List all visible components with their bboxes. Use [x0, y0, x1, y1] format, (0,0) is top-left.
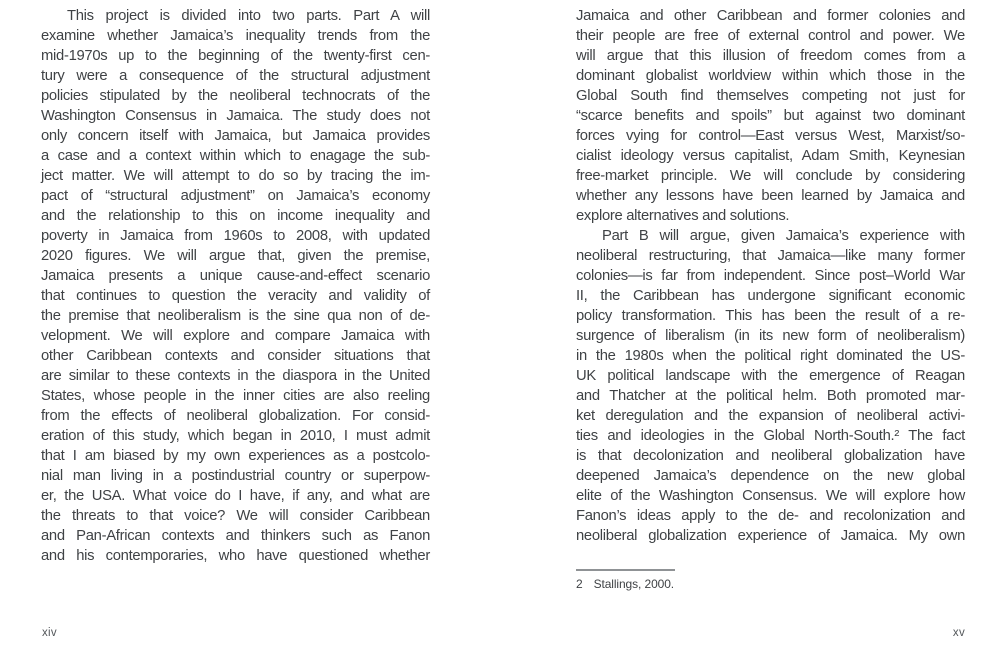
text-line: in the 1980s when the political right dominated the US-	[576, 348, 965, 364]
text-line: whether any lessons have been learned by Jamaica and	[576, 188, 965, 204]
text-line: only concern itself with Jamaica, but Jamaica provides	[41, 128, 430, 144]
footnote-text: Stallings, 2000.	[593, 577, 675, 591]
text-line: er, the USA. What voice do I have, if any, and what are	[41, 488, 430, 504]
text-line: and the relationship to this on income inequality and	[41, 208, 430, 224]
text-line: neoliberal globalization experience of Jamaica. My own	[576, 528, 965, 544]
page-number-left: xiv	[42, 627, 57, 639]
page-number-right: xv	[952, 627, 965, 639]
text-line: Jamaica and other Caribbean and former colonies and	[576, 8, 965, 24]
text-line: will argue that this illusion of freedom comes from a	[576, 48, 965, 64]
text-line: colonies—is far from independent. Since post–World War	[576, 268, 965, 284]
text-line: Part B will argue, given Jamaica’s experience with	[602, 228, 965, 244]
text-line: 2020 figures. We will argue that, given the premise,	[41, 248, 430, 264]
text-line: States, whose people in the inner cities are also reeling	[41, 388, 430, 404]
text-line: forces vying for control—East versus West, Marxist/so-	[576, 128, 965, 144]
text-line: ties and ideologies in the Global North-South.² The fact	[576, 428, 965, 444]
text-line: Global South find themselves competing not just for	[576, 88, 965, 104]
text-line: ket deregulation and the expansion of neoliberal activi-	[576, 408, 965, 424]
text-line: neoliberal restructuring, that Jamaica—like many former	[576, 248, 965, 264]
text-line: Jamaica presents a unique cause-and-effect scenario	[41, 268, 430, 284]
text-line: policies stipulated by the neoliberal technocrats of the	[41, 88, 430, 104]
text-line: cialist ideology versus capitalist, Adam Smith, Keynesian	[576, 148, 965, 164]
text-line: a case and a context within which to enagage the sub-	[41, 148, 430, 164]
text-line: that I am biased by my own experiences as a postcolo-	[41, 448, 430, 464]
text-line: their people are free of external control and power. We	[576, 28, 965, 44]
page-left-text-column	[41, 6, 430, 566]
text-line: elite of the Washington Consensus. We will explore how	[576, 488, 965, 504]
text-line: ject matter. We will attempt to do so by tracing the im-	[41, 168, 430, 184]
text-line: the threats to that voice? We will consider Caribbean	[41, 508, 430, 524]
text-line: free-market principle. We will conclude by considering	[576, 168, 965, 184]
text-line: explore alternatives and solutions.	[576, 208, 790, 224]
text-line: and Thatcher at the political helm. Both promoted mar-	[576, 388, 965, 404]
text-line: and his contemporaries, who have questioned whether	[41, 548, 430, 564]
text-line: mid-1970s up to the beginning of the twenty-first cen-	[41, 48, 430, 64]
text-line: poverty in Jamaica from 1960s to 2008, with updated	[41, 228, 430, 244]
page-right-text-column	[576, 6, 965, 546]
text-line: deepened Jamaica’s dependence on the new global	[576, 468, 965, 484]
text-line: other Caribbean contexts and consider situations that	[41, 348, 430, 364]
text-line: are similar to these contexts in the diaspora in the United	[41, 368, 430, 384]
text-line: II, the Caribbean has undergone significant economic	[576, 288, 965, 304]
text-line: tury were a consequence of the structural adjustment	[41, 68, 430, 84]
text-line: the premise that neoliberalism is the sine qua non of de-	[41, 308, 430, 324]
text-line: and Pan-African contexts and thinkers such as Fanon	[41, 528, 430, 544]
text-line: eration of this study, which began in 2010, I must admit	[41, 428, 430, 444]
text-line: Fanon’s ideas apply to the de- and recolonization and	[576, 508, 965, 524]
text-line: Washington Consensus in Jamaica. The study does not	[41, 108, 430, 124]
text-line: nial man living in a postindustrial country or superpow-	[41, 468, 430, 484]
footnote-number: 2	[576, 577, 583, 591]
text-line: is that decolonization and neoliberal globalization have	[576, 448, 965, 464]
text-line: surgence of liberalism (in its new form of neoliberalism)	[576, 328, 965, 344]
text-line: velopment. We will explore and compare Jamaica with	[41, 328, 430, 344]
text-line: “scarce benefits and spoils” but against two dominant	[576, 108, 965, 124]
footnote-line	[576, 577, 965, 592]
footnote-rule	[576, 569, 675, 571]
text-line: examine whether Jamaica’s inequality trends from the	[41, 28, 430, 44]
text-line: This project is divided into two parts. Part A will	[67, 8, 430, 24]
text-line: dominant globalist worldview within which those in the	[576, 68, 965, 84]
text-line: pact of “structural adjustment” on Jamaica’s economy	[41, 188, 430, 204]
text-line: policy transformation. This has been the result of a re-	[576, 308, 965, 324]
text-line: that continues to question the veracity and validity of	[41, 288, 430, 304]
footnote	[576, 569, 965, 592]
text-line: from the effects of neoliberal globalization. For consid-	[41, 408, 430, 424]
text-line: UK political landscape with the emergence of Reagan	[576, 368, 965, 384]
